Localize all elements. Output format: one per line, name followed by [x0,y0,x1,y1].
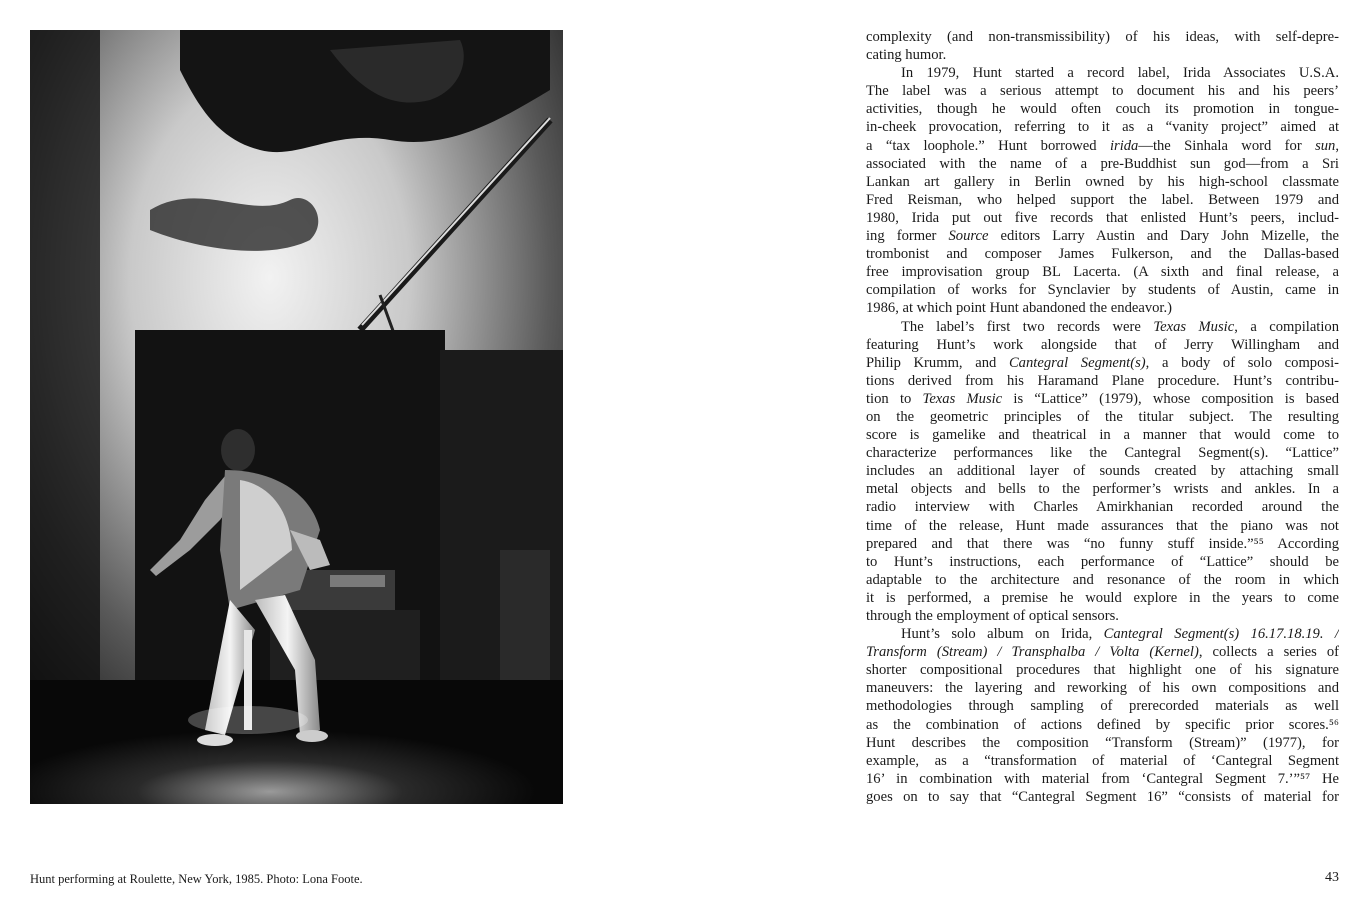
body-text [866,28,1339,806]
italic-run: irida [1109,137,1139,154]
text-line: featuring Hunt’s work alongside that of Jerry Willingham and [866,336,1339,353]
text-line [866,137,1339,155]
italic-run: Source [948,228,989,245]
text-line: score is gamelike and theatrical in a manner that would come to [866,427,1339,444]
text-line: activities, though he would often couch its promotion in tongue- [866,101,1339,118]
text-line: free improvisation group BL Lacerta. (A sixth and final release, a [866,264,1339,281]
text-run: The label’s first two records were [901,318,1154,335]
text-line: complexity (and non-transmissibility) of his ideas, with self-depre- [866,29,1339,45]
text-run: ing former [866,228,949,245]
text-line: prepared and that there was “no funny stuff inside.”⁵⁵ According [866,535,1339,552]
text-run: tion to [866,390,923,407]
text-line: time of the release, Hunt made assurances that the piano was not [866,517,1339,534]
text-line: characterize performances like the Cantegral Segment(s). “Lattice” [866,445,1339,462]
text-line: maneuvers: the layering and reworking of his own compositions and [866,680,1339,697]
text-line: metal objects and bells to the performer’s wrists and ankles. In a [866,481,1339,498]
text-line: in-cheek provocation, referring to it as a “vanity project” aimed at [866,119,1339,136]
text-line: trombonist and composer James Fulkerson, and the Dallas-based [866,246,1339,263]
italic-run: Texas Music [922,390,1003,407]
performance-photo [30,30,563,804]
italic-run: Cantegral Segment(s) 16.17.18.19. / [1103,626,1339,643]
text-line [866,318,1339,336]
text-run: , collects a series of [1198,644,1339,661]
text-line: associated with the name of a pre-Buddhist sun god—from a Sri [866,155,1339,172]
text-line: compilation of works for Synclavier by students of Austin, came in [866,282,1339,299]
text-line: as the combination of actions defined by specific prior scores.⁵⁶ [866,716,1339,733]
text-line: radio interview with Charles Amirkhanian recorded around the [866,499,1339,516]
text-line [866,354,1339,372]
text-line: methodologies through sampling of prerecorded materials as well [866,698,1339,715]
text-line: shorter compositional procedures that highlight one of his signature [866,662,1339,679]
text-run: Hunt’s solo album on Irida, [901,626,1104,643]
text-line: to Hunt’s instructions, each performance of “Lattice” should be [866,553,1339,570]
text-run: —the Sinhala word for [1138,137,1316,154]
text-run: , a body of solo composi- [1145,354,1339,371]
text-line [866,390,1339,408]
text-line: In 1979, Hunt started a record label, Irida Associates U.S.A. [901,65,1339,82]
italic-run: Texas Music [1153,318,1235,335]
text-run: a “tax loophole.” Hunt borrowed [866,137,1110,154]
text-line: goes on to say that “Cantegral Segment 16” “consists of material for [866,788,1339,805]
text-run: , a compilation [1234,318,1339,335]
italic-run: Cantegral Segment(s) [1008,354,1146,371]
text-line: adaptable to the architecture and resonance of the room in which [866,571,1339,588]
text-line: 1980, Irida put out five records that enlisted Hunt’s peers, includ- [866,209,1339,226]
text-line: Hunt describes the composition “Transform (Stream)” (1977), for [866,734,1339,751]
text-line: The label was a serious attempt to document his and his peers’ [866,83,1339,100]
text-line: through the employment of optical sensors. [866,608,1119,624]
text-line [866,643,1339,661]
text-line [866,625,1339,643]
text-line: 1986, at which point Hunt abandoned the endeavor.) [866,300,1172,317]
photo-illustration [30,30,563,804]
text-line [866,227,1339,245]
text-line: tions derived from his Haramand Plane procedure. Hunt’s contribu- [866,372,1339,389]
photo-caption: Hunt performing at Roulette, New York, 1985. Photo: Lona Foote. [30,872,363,886]
text-line: it is performed, a premise he would explore in the years to come [866,589,1339,606]
italic-run: Transform (Stream) / Transphalba / Volta (Kernel) [866,644,1199,661]
text-run: editors Larry Austin and Dary John Mizelle, the [988,228,1339,245]
text-line: Lankan art gallery in Berlin owned by his high-school classmate [866,173,1339,190]
text-line: example, as a “transformation of material of ‘Cantegral Segment [866,752,1339,769]
italic-run: sun [1315,137,1336,154]
text-run: is “Lattice” (1979), whose composition is based [1002,390,1339,407]
text-line: cating humor. [866,47,947,64]
text-line: Fred Reisman, who helped support the label. Between 1979 and [866,191,1339,208]
text-line: 16’ in combination with material from ‘Cantegral Segment 7.’”⁵⁷ He [866,770,1339,787]
page-number: 43 [1325,870,1339,885]
text-run: , [1335,137,1339,154]
text-line: on the geometric principles of the titular subject. The resulting [866,408,1339,425]
text-run: Philip Krumm, and [866,354,1009,371]
text-line: includes an additional layer of sounds created by attaching small [866,463,1339,480]
